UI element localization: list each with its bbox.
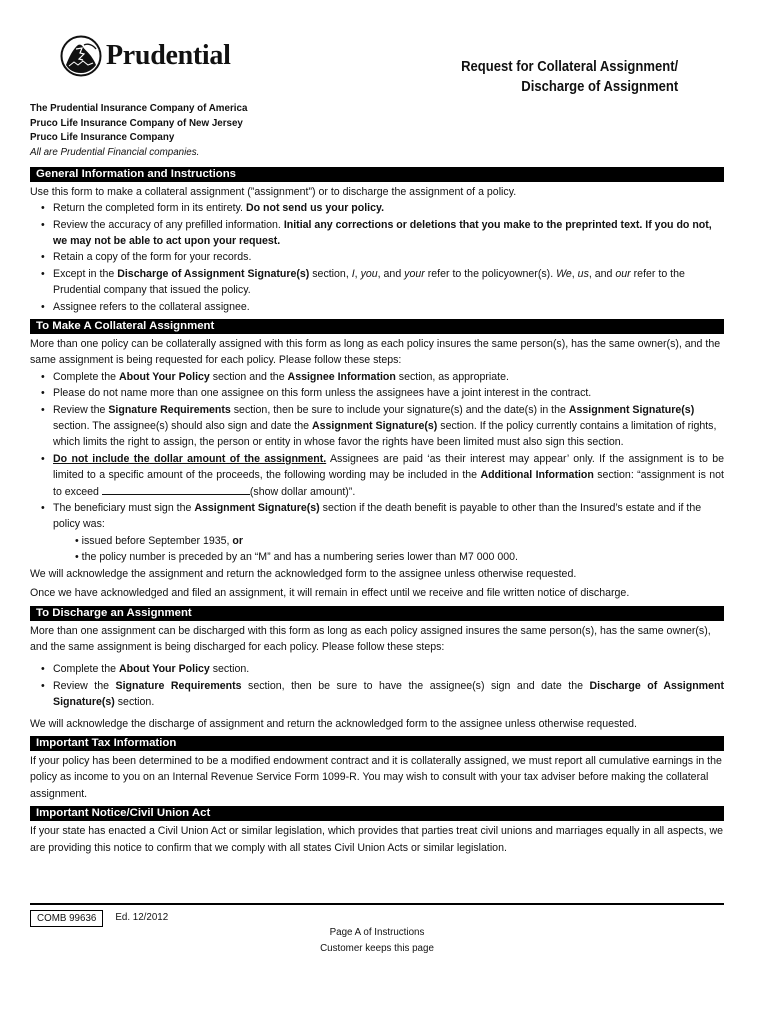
assignment-steps-list [30, 369, 724, 566]
section-heading-tax: Important Tax Information [30, 736, 724, 751]
list-item: • Retain a copy of the form for your records. [30, 249, 724, 265]
company-list [30, 102, 724, 161]
page-footer [30, 903, 724, 954]
form-id-box: COMB 99636 [30, 910, 103, 927]
section-heading-discharge: To Discharge an Assignment [30, 606, 724, 621]
brand-name: Prudential [106, 40, 231, 71]
assignment-acknowledgement: We will acknowledge the assignment and return the acknowledged form to the assignee unless otherwise requested. [30, 567, 577, 580]
list-item: • Please do not name more than one assignee on this form unless the assignees have a joint interest in the contract. [30, 385, 724, 401]
page-header [30, 0, 724, 102]
list-item: • Complete the About Your Policy section. [30, 661, 724, 677]
discharge-steps-list [30, 661, 724, 710]
list-item: • Review the Signature Requirements section, then be sure to include your signature(s) and the date(s) in the Assignment Signature(s) section. The assignee(s) should also sign and date the Assignment Signature(s) section. If the policy currently contains a limitation of rights, which limits the right to assign, the person or entity in whose favor the rights have been limited must also sign this section. [30, 402, 724, 451]
discharge-intro: More than one assignment can be discharged with this form as long as each policy assigned insures the same person(s), has the same owner(s), and the same assignment is being discharged for each policy. Please follow these steps: [30, 624, 711, 653]
page-note [30, 925, 724, 956]
title-line-1: Request for Collateral Assignment/ [460, 59, 678, 75]
section-heading-general: General Information and Instructions [30, 167, 724, 182]
discharge-acknowledgement: We will acknowledge the discharge of assignment and return the acknowledged form to the assignee unless otherwise requested. [30, 717, 637, 730]
list-item: • Review the Signature Requirements section, then be sure to have the assignee(s) sign and date the Discharge of Assignment Signature(s) section. [30, 678, 724, 711]
list-item: • Review the accuracy of any prefilled information. Initial any corrections or deletions that you make to the preprinted text. If you do not, we may not be able to act upon your request. [30, 217, 724, 250]
footer-divider [30, 903, 724, 905]
rock-of-gibraltar-icon [60, 35, 102, 77]
list-item: • Except in the Discharge of Assignment Signature(s) section, I, you, and your refer to the policyowner(s). We, us, and our refer to the Prudential company that issued the policy. [30, 266, 724, 299]
general-intro: Use this form to make a collateral assignment (”assignment”) or to discharge the assignment of a policy. [30, 185, 517, 198]
page-label: Page A of Instructions [329, 927, 425, 938]
company-name: Pruco Life Insurance Company of New Jersey [30, 117, 243, 129]
section-heading-assignment: To Make A Collateral Assignment [30, 319, 724, 334]
prudential-logo [60, 34, 231, 77]
dollar-amount-blank [102, 485, 250, 495]
tax-body: If your policy has been determined to be a modified endowment contract and it is collaterally assigned, we must report all cumulative earnings in the policy as income to you on an Internal Revenue Service Form 1099-R. You may wish to consult with your tax adviser before making the collateral assignment. [30, 754, 722, 800]
companies-note: All are Prudential Financial companies. [30, 147, 200, 159]
list-item: • The beneficiary must sign the Assignment Signature(s) section if the death benefit is payable to other than the Insured’s estate and if the policy was: • issued before September 1935, or • the policy number is preceded by an “M” and has a numbering series lower than M7 000 000. [30, 500, 724, 566]
beneficiary-conditions-list [53, 533, 724, 566]
assignment-effect-note: Once we have acknowledged and filed an assignment, it will remain in effect until we receive and file written notice of discharge. [30, 587, 630, 600]
keep-note: Customer keeps this page [320, 942, 434, 954]
list-item: • issued before September 1935, or [75, 534, 244, 547]
title-line-2: Discharge of Assignment [521, 79, 678, 96]
list-item: • the policy number is preceded by an “M” and has a numbering series lower than M7 000 000. [75, 551, 519, 564]
list-item: • Return the completed form in its entirety. Do not send us your policy. [30, 200, 724, 216]
company-name: Pruco Life Insurance Company [30, 132, 175, 144]
edition-date: Ed. 12/2012 [115, 912, 169, 923]
section-heading-civil-union: Important Notice/Civil Union Act [30, 806, 724, 821]
civil-union-body: If your state has enacted a Civil Union Act or similar legislation, which provides that parties treat civil unions and marriages equally in all aspects, we are providing this notice to confirm that we comply with all states Civil Union Acts or similar legislation. [30, 825, 724, 854]
list-item: • Do not include the dollar amount of the assignment. Assignees are paid ‘as their interest may appear’ only. If the assignment is to be limited to a specific amount of the proceeds, the following wording may be included in the Additional Information section: “assignment is not to exceed (show dollar amount)”. [30, 451, 724, 500]
general-steps-list [30, 200, 724, 315]
document-title [461, 57, 678, 98]
list-item: • Complete the About Your Policy section and the Assignee Information section, as appropriate. [30, 369, 724, 385]
list-item: • Assignee refers to the collateral assignee. [30, 299, 724, 315]
assignment-intro: More than one policy can be collaterally assigned with this form as long as each policy insures the same person(s), has the same owner(s), and the same assignment is being requested for each policy. Please follow these steps: [30, 338, 721, 367]
company-name: The Prudential Insurance Company of America [30, 103, 248, 114]
